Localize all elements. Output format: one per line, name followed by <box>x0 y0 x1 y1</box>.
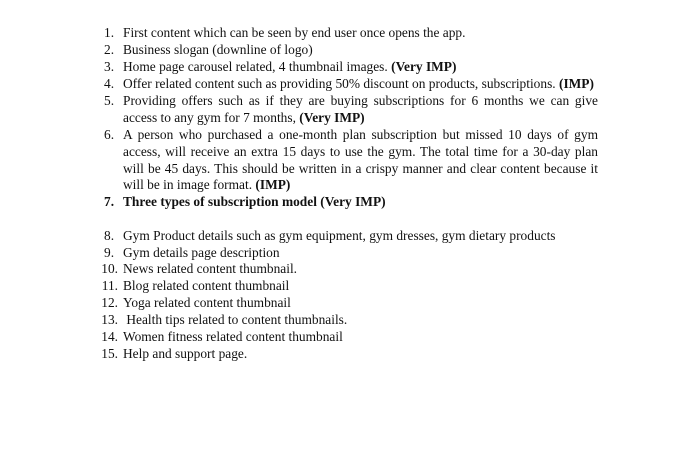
list-number: 14. <box>101 329 118 344</box>
list-text: Blog related content thumbnail <box>123 278 290 293</box>
list-text: Home page carousel related, 4 thumbnail images. <box>123 59 388 74</box>
list-number: 12. <box>101 295 118 310</box>
list-number: 9. <box>104 245 115 260</box>
importance-tag: (Very IMP) <box>391 59 457 74</box>
list-text-container <box>123 59 456 76</box>
importance-tag: (IMP) <box>255 177 291 193</box>
importance-tag: (Very IMP) <box>299 109 365 125</box>
list-number: 8. <box>104 228 115 243</box>
list-text: Gym Product details such as gym equipment, gym dresses, gym dietary products <box>123 228 556 243</box>
list-text-container <box>123 93 598 127</box>
list-number: 15. <box>101 346 118 361</box>
list-number: 3. <box>104 59 115 74</box>
list-text: A person who purchased a one-month plan subscription but missed 10 days of gym access, will receive an extra 15 days to use the gym. The total time for a 30-day plan will be 45 days. This should be written in a crispy manner and clear content because it will be in image format. <box>123 127 598 193</box>
list-text: Health tips related to content thumbnails. <box>123 312 348 327</box>
list-number: 1. <box>104 25 115 40</box>
list-number: 5. <box>104 93 115 108</box>
importance-tag: (IMP) <box>559 76 594 91</box>
list-text: Yoga related content thumbnail <box>123 295 291 310</box>
list-text-container <box>123 127 598 194</box>
list-text-container <box>123 76 594 93</box>
list-text: Offer related content such as providing 50% discount on products, subscriptions. <box>123 76 556 91</box>
list-number: 2. <box>104 42 115 57</box>
list-text: Three types of subscription model (Very IMP) <box>123 194 386 209</box>
list-text: Help and support page. <box>123 346 248 361</box>
list-text: First content which can be seen by end user once opens the app. <box>123 25 466 40</box>
list-text: Gym details page description <box>123 245 280 260</box>
list-number: 11. <box>101 278 118 293</box>
list-text: Women fitness related content thumbnail <box>123 329 343 344</box>
list-number: 6. <box>104 127 115 142</box>
list-text: Providing offers such as if they are buying subscriptions for 6 months we can give access to any gym for 7 months, <box>123 93 598 125</box>
list-text: Business slogan (downline of logo) <box>123 42 313 57</box>
list-number: 7. <box>104 194 115 209</box>
list-number: 13. <box>101 312 118 327</box>
list-number: 4. <box>104 76 115 91</box>
list-number: 10. <box>101 261 118 276</box>
list-text: News related content thumbnail. <box>123 261 298 276</box>
